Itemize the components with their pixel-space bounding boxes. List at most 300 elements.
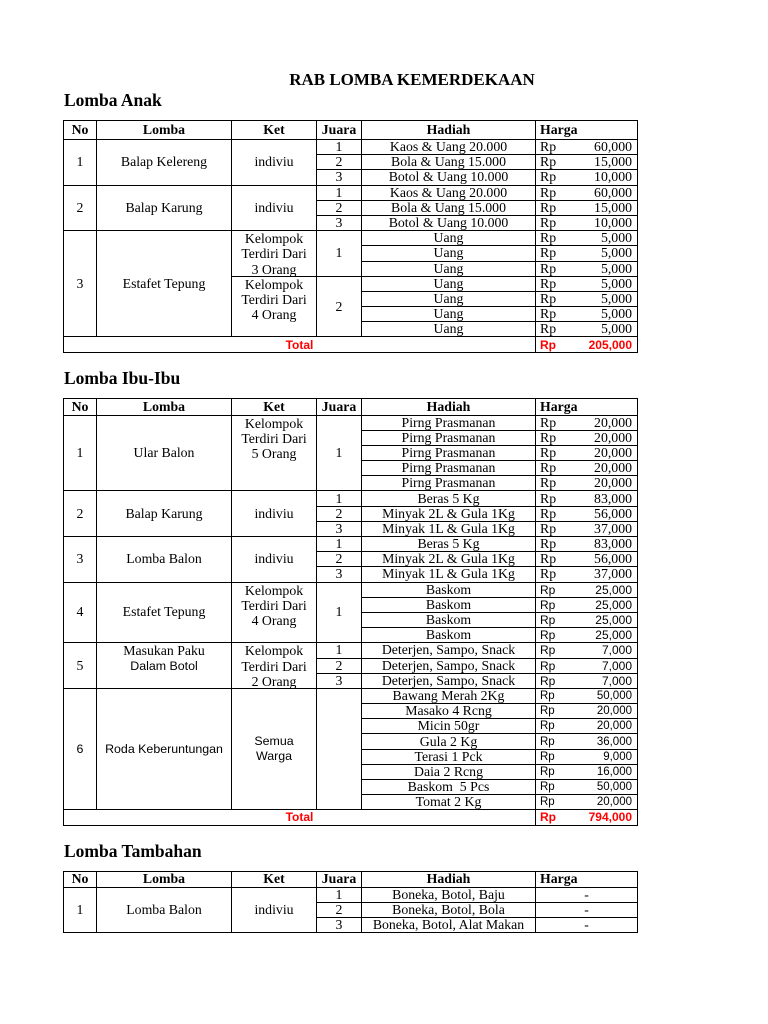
- price-value: -: [584, 886, 589, 902]
- price-value: 20,000: [594, 414, 632, 430]
- place-rank: [317, 416, 362, 492]
- price-value: 7,000: [601, 643, 632, 658]
- prize-label: Botol & Uang 10.000: [388, 215, 509, 231]
- prize-label: Uang: [433, 260, 464, 276]
- place-rank: [317, 918, 362, 933]
- prize: [362, 719, 536, 734]
- place-rank: [317, 689, 362, 811]
- price-value: 20,000: [596, 796, 632, 809]
- total-currency: Rp: [540, 337, 556, 352]
- price-value: 50,000: [596, 781, 632, 794]
- currency-label: Rp: [540, 689, 555, 702]
- prize: [362, 522, 536, 537]
- prize: [362, 507, 536, 522]
- price-value: 9,000: [603, 750, 632, 763]
- prize: [362, 583, 536, 598]
- prize: [362, 750, 536, 765]
- event-note-line: Terdiri Dari: [241, 430, 307, 446]
- price-value: 20,000: [594, 460, 632, 476]
- price-value: 5,000: [600, 245, 632, 261]
- currency-label: Rp: [540, 490, 557, 506]
- event-note: [232, 689, 317, 811]
- prize-label: Pirng Prasmanan: [401, 429, 496, 445]
- total-label: Total: [285, 337, 314, 352]
- event-number: [64, 186, 97, 232]
- place-rank: [317, 659, 362, 674]
- total-label: Total: [285, 810, 314, 825]
- place-rank-label: 1: [335, 604, 343, 620]
- column-header-label: Juara: [321, 122, 357, 137]
- currency-label: Rp: [540, 673, 556, 688]
- event-note-line: indiviu: [254, 154, 294, 170]
- price: [536, 292, 638, 307]
- event-number-label: 3: [76, 551, 84, 567]
- prize-label: Minyak 1L & Gula 1Kg: [382, 520, 515, 536]
- price-value: 5,000: [600, 275, 632, 291]
- event-name: [97, 416, 232, 492]
- price-value: 37,000: [594, 520, 632, 536]
- price: [536, 719, 638, 734]
- price: [536, 918, 638, 933]
- event-note-line: Warga: [255, 749, 293, 764]
- currency-label: Rp: [540, 628, 556, 643]
- prize: [362, 780, 536, 795]
- price-value: 60,000: [594, 139, 632, 155]
- currency-label: Rp: [540, 184, 557, 200]
- event-note: [232, 888, 317, 934]
- column-header-label: Ket: [263, 398, 285, 414]
- event-note: [232, 277, 317, 338]
- place-rank: [317, 201, 362, 216]
- prize-label: Uang: [433, 245, 464, 261]
- currency-label: Rp: [540, 735, 555, 748]
- prize: [362, 765, 536, 780]
- prize: [362, 613, 536, 628]
- prize: [362, 140, 536, 155]
- price-value: 5,000: [600, 260, 632, 276]
- price: [536, 567, 638, 582]
- event-number-label: 4: [76, 604, 84, 620]
- event-number-label: 2: [76, 505, 84, 521]
- prize-label: Masako 4 Rcng: [405, 703, 492, 719]
- event-name: [97, 140, 232, 186]
- prize-label: Uang: [433, 321, 464, 337]
- price-value: 5,000: [600, 306, 632, 322]
- column-header-label: Harga: [540, 398, 578, 414]
- prize-label: Baskom: [425, 627, 472, 643]
- price-value: 5,000: [600, 290, 632, 306]
- price-value: 25,000: [595, 597, 632, 612]
- prize-label: Uang: [433, 275, 464, 291]
- price-value: 20,000: [594, 429, 632, 445]
- price: [536, 322, 638, 337]
- event-name-line: Balap Kelereng: [120, 154, 208, 170]
- price-value: 15,000: [594, 199, 632, 215]
- event-name-line: Roda Keberuntungan: [105, 742, 223, 757]
- event-note-line: indiviu: [254, 199, 294, 215]
- event-note: [232, 537, 317, 583]
- currency-label: Rp: [540, 475, 557, 491]
- price: [536, 507, 638, 522]
- column-header-no: [64, 872, 97, 888]
- event-note-line: 3 Orang: [251, 261, 297, 277]
- prize: [362, 416, 536, 431]
- price: [536, 689, 638, 704]
- event-number: [64, 491, 97, 537]
- price: [536, 461, 638, 476]
- currency-label: Rp: [540, 321, 557, 337]
- currency-label: Rp: [540, 720, 555, 733]
- place-rank-label: 2: [335, 657, 343, 673]
- price: [536, 186, 638, 201]
- prize-label: Boneka, Botol, Alat Makan: [372, 916, 525, 932]
- prize: [362, 674, 536, 689]
- price: [536, 476, 638, 491]
- price-value: 60,000: [594, 184, 632, 200]
- event-number-label: 2: [76, 199, 84, 215]
- event-note: [232, 583, 317, 644]
- place-rank-label: 2: [335, 298, 343, 314]
- price: [536, 307, 638, 322]
- prize: [362, 170, 536, 185]
- event-number-label: 3: [76, 275, 84, 291]
- prize: [362, 704, 536, 719]
- prize-label: Beras 5 Kg: [417, 536, 480, 552]
- event-number: [64, 231, 97, 337]
- event-note-line: indiviu: [254, 901, 294, 917]
- prize: [362, 307, 536, 322]
- currency-label: Rp: [540, 154, 557, 170]
- price-value: -: [584, 916, 589, 932]
- price-value: 7,000: [601, 658, 632, 673]
- event-note: [232, 416, 317, 492]
- prize-label: Baskom 5 Pcs: [407, 779, 490, 795]
- prize: [362, 155, 536, 170]
- price: [536, 246, 638, 261]
- price: [536, 903, 638, 918]
- place-rank: [317, 674, 362, 689]
- event-note-line: Kelompok: [244, 231, 304, 247]
- currency-label: Rp: [540, 139, 557, 155]
- section-heading-lomba-ibu-ibu: Lomba Ibu-Ibu: [64, 368, 181, 388]
- price-value: 83,000: [594, 490, 632, 506]
- price: [536, 598, 638, 613]
- prize: [362, 689, 536, 704]
- event-number: [64, 140, 97, 186]
- currency-label: Rp: [540, 306, 557, 322]
- prize-label: Deterjen, Sampo, Snack: [381, 642, 516, 658]
- price-value: 56,000: [594, 551, 632, 567]
- event-name: [97, 888, 232, 934]
- currency-label: Rp: [540, 551, 557, 567]
- total-row-label: [64, 810, 536, 825]
- currency-label: Rp: [540, 245, 557, 261]
- currency-label: Rp: [540, 750, 555, 763]
- total-amount-value: 205,000: [588, 337, 632, 352]
- price: [536, 552, 638, 567]
- price: [536, 491, 638, 506]
- prize: [362, 552, 536, 567]
- place-rank-label: 2: [335, 505, 343, 521]
- price-value: 5,000: [600, 230, 632, 246]
- prize: [362, 431, 536, 446]
- place-rank-label: 3: [335, 916, 343, 932]
- currency-label: Rp: [540, 566, 557, 582]
- place-rank-label: 3: [335, 672, 343, 688]
- price-value: 37,000: [594, 566, 632, 582]
- place-rank-label: 3: [335, 566, 343, 582]
- event-note: [232, 140, 317, 186]
- prize: [362, 201, 536, 216]
- price: [536, 170, 638, 185]
- lomba-tambahan-table: [63, 871, 638, 933]
- lomba-anak-table: [63, 120, 638, 353]
- event-number-label: 5: [76, 657, 84, 673]
- prize-label: Daia 2 Rcng: [414, 763, 483, 779]
- event-number-label: 6: [76, 742, 84, 757]
- event-note-line: Kelompok: [244, 582, 304, 598]
- event-number-label: 1: [76, 444, 84, 460]
- place-rank: [317, 903, 362, 918]
- prize: [362, 734, 536, 749]
- price-value: 20,000: [596, 720, 632, 733]
- event-note-line: 2 Orang: [251, 673, 297, 689]
- column-header-hadiah: [362, 872, 536, 888]
- place-rank-label: 1: [335, 642, 343, 658]
- prize: [362, 446, 536, 461]
- place-rank-label: 1: [335, 536, 343, 552]
- currency-label: Rp: [540, 520, 557, 536]
- column-header-lomba: [97, 872, 232, 888]
- event-name-line: Balap Karung: [125, 505, 203, 521]
- price: [536, 446, 638, 461]
- event-note-line: Semua: [254, 733, 294, 748]
- currency-label: Rp: [540, 275, 557, 291]
- column-header-label: Lomba: [142, 122, 186, 137]
- column-header-juara: [317, 399, 362, 416]
- place-rank-label: 3: [335, 520, 343, 536]
- prize: [362, 216, 536, 231]
- price-value: 16,000: [596, 765, 632, 778]
- total-amount-value: 794,000: [588, 810, 632, 825]
- prize-label: Pirng Prasmanan: [401, 444, 496, 460]
- price: [536, 674, 638, 689]
- prize-label: Deterjen, Sampo, Snack: [381, 657, 516, 673]
- event-name: [97, 491, 232, 537]
- prize: [362, 537, 536, 552]
- price-value: 36,000: [596, 735, 632, 748]
- price-value: 56,000: [594, 505, 632, 521]
- currency-label: Rp: [540, 199, 557, 215]
- lomba-ibu-ibu-table: [63, 398, 638, 826]
- place-rank: [317, 231, 362, 277]
- event-note-line: Kelompok: [244, 415, 304, 431]
- prize-label: Bawang Merah 2Kg: [392, 687, 505, 703]
- column-header-lomba: [97, 121, 232, 140]
- event-name-line: Dalam Botol: [130, 658, 198, 673]
- place-rank: [317, 507, 362, 522]
- column-header-hadiah: [362, 121, 536, 140]
- event-name-line: Estafet Tepung: [122, 604, 206, 620]
- place-rank-label: 1: [335, 886, 343, 902]
- prize-label: Uang: [433, 290, 464, 306]
- prize: [362, 903, 536, 918]
- prize-label: Baskom: [425, 581, 472, 597]
- column-header-ket: [232, 872, 317, 888]
- place-rank-label: 3: [335, 169, 343, 185]
- column-header-label: Lomba: [142, 871, 186, 887]
- event-name-line: Lomba Balon: [126, 901, 202, 917]
- price: [536, 780, 638, 795]
- prize-label: Kaos & Uang 20.000: [389, 184, 508, 200]
- price-value: 25,000: [595, 628, 632, 643]
- prize-label: Beras 5 Kg: [417, 490, 480, 506]
- price-value: 20,000: [594, 475, 632, 491]
- price: [536, 522, 638, 537]
- price: [536, 216, 638, 231]
- prize: [362, 888, 536, 903]
- price-value: 15,000: [594, 154, 632, 170]
- place-rank: [317, 537, 362, 552]
- event-note-line: indiviu: [254, 551, 294, 567]
- prize: [362, 292, 536, 307]
- currency-label: Rp: [540, 705, 555, 718]
- place-rank: [317, 216, 362, 231]
- price-value: 50,000: [596, 689, 632, 702]
- price-value: 20,000: [594, 444, 632, 460]
- column-header-no: [64, 121, 97, 140]
- event-name-line: Balap Karung: [125, 199, 203, 215]
- prize-label: Terasi 1 Pck: [414, 748, 483, 764]
- price-value: 7,000: [601, 673, 632, 688]
- currency-label: Rp: [540, 613, 556, 628]
- event-name-line: Estafet Tepung: [122, 275, 206, 291]
- column-header-label: Harga: [540, 122, 578, 137]
- place-rank: [317, 552, 362, 567]
- event-number-label: 1: [76, 901, 84, 917]
- prize: [362, 598, 536, 613]
- place-rank: [317, 277, 362, 338]
- currency-label: Rp: [540, 460, 557, 476]
- price: [536, 613, 638, 628]
- price-value: -: [584, 901, 589, 917]
- place-rank: [317, 491, 362, 506]
- place-rank-label: 1: [335, 490, 343, 506]
- place-rank: [317, 155, 362, 170]
- currency-label: Rp: [540, 796, 555, 809]
- price: [536, 659, 638, 674]
- prize: [362, 918, 536, 933]
- prize-label: Pirng Prasmanan: [401, 475, 496, 491]
- event-note-line: Kelompok: [244, 276, 304, 292]
- currency-label: Rp: [540, 169, 557, 185]
- price: [536, 155, 638, 170]
- prize-label: Minyak 2L & Gula 1Kg: [382, 505, 515, 521]
- place-rank-label: 1: [335, 184, 343, 200]
- event-number: [64, 888, 97, 934]
- event-name: [97, 643, 232, 689]
- prize-label: Deterjen, Sampo, Snack: [381, 672, 516, 688]
- price: [536, 431, 638, 446]
- event-note-line: 4 Orang: [251, 612, 297, 628]
- place-rank-label: 2: [335, 551, 343, 567]
- prize: [362, 186, 536, 201]
- prize-label: Baskom: [425, 596, 472, 612]
- prize: [362, 461, 536, 476]
- event-number: [64, 416, 97, 492]
- column-header-hadiah: [362, 399, 536, 416]
- event-note-line: indiviu: [254, 505, 294, 521]
- prize-label: Botol & Uang 10.000: [388, 169, 509, 185]
- prize-label: Bola & Uang 15.000: [391, 199, 506, 215]
- price: [536, 628, 638, 643]
- prize: [362, 322, 536, 337]
- place-rank: [317, 186, 362, 201]
- column-header-no: [64, 399, 97, 416]
- event-number: [64, 583, 97, 644]
- section-heading-lomba-tambahan: Lomba Tambahan: [64, 841, 202, 861]
- price-value: 5,000: [600, 321, 632, 337]
- price-value: 20,000: [596, 705, 632, 718]
- column-header-label: Hadiah: [426, 871, 471, 887]
- price: [536, 201, 638, 216]
- price: [536, 583, 638, 598]
- price: [536, 888, 638, 903]
- column-header-label: No: [71, 871, 89, 887]
- price-value: 25,000: [595, 582, 632, 597]
- price: [536, 140, 638, 155]
- column-header-label: Harga: [540, 871, 578, 887]
- prize-label: Pirng Prasmanan: [401, 414, 496, 430]
- place-rank-label: 3: [335, 215, 343, 231]
- price: [536, 231, 638, 246]
- prize: [362, 231, 536, 246]
- event-note: [232, 491, 317, 537]
- event-name-line: Masukan Paku: [123, 643, 205, 659]
- price-value: 83,000: [594, 536, 632, 552]
- event-note-line: Terdiri Dari: [241, 291, 307, 307]
- prize-label: Baskom: [425, 612, 472, 628]
- price-value: 25,000: [595, 613, 632, 628]
- price-value: 10,000: [594, 215, 632, 231]
- column-header-label: Juara: [321, 398, 357, 414]
- column-header-label: No: [71, 122, 89, 137]
- prize-label: Gula 2 Kg: [419, 733, 478, 749]
- column-header-label: Lomba: [142, 398, 186, 414]
- currency-label: Rp: [540, 781, 555, 794]
- place-rank: [317, 567, 362, 582]
- event-note-line: Terdiri Dari: [241, 246, 307, 262]
- event-name: [97, 231, 232, 337]
- column-header-label: Ket: [263, 871, 285, 887]
- place-rank-label: 2: [335, 901, 343, 917]
- price: [536, 734, 638, 749]
- total-row-label: [64, 337, 536, 352]
- price: [536, 704, 638, 719]
- prize: [362, 246, 536, 261]
- column-header-juara: [317, 121, 362, 140]
- prize: [362, 476, 536, 491]
- column-header-harga: [536, 872, 638, 888]
- prize: [362, 628, 536, 643]
- prize-label: Tomat 2 Kg: [415, 794, 482, 810]
- prize-label: Boneka, Botol, Bola: [392, 901, 505, 917]
- price: [536, 765, 638, 780]
- prize: [362, 567, 536, 582]
- event-note: [232, 643, 317, 689]
- currency-label: Rp: [540, 505, 557, 521]
- event-note-line: Terdiri Dari: [241, 597, 307, 613]
